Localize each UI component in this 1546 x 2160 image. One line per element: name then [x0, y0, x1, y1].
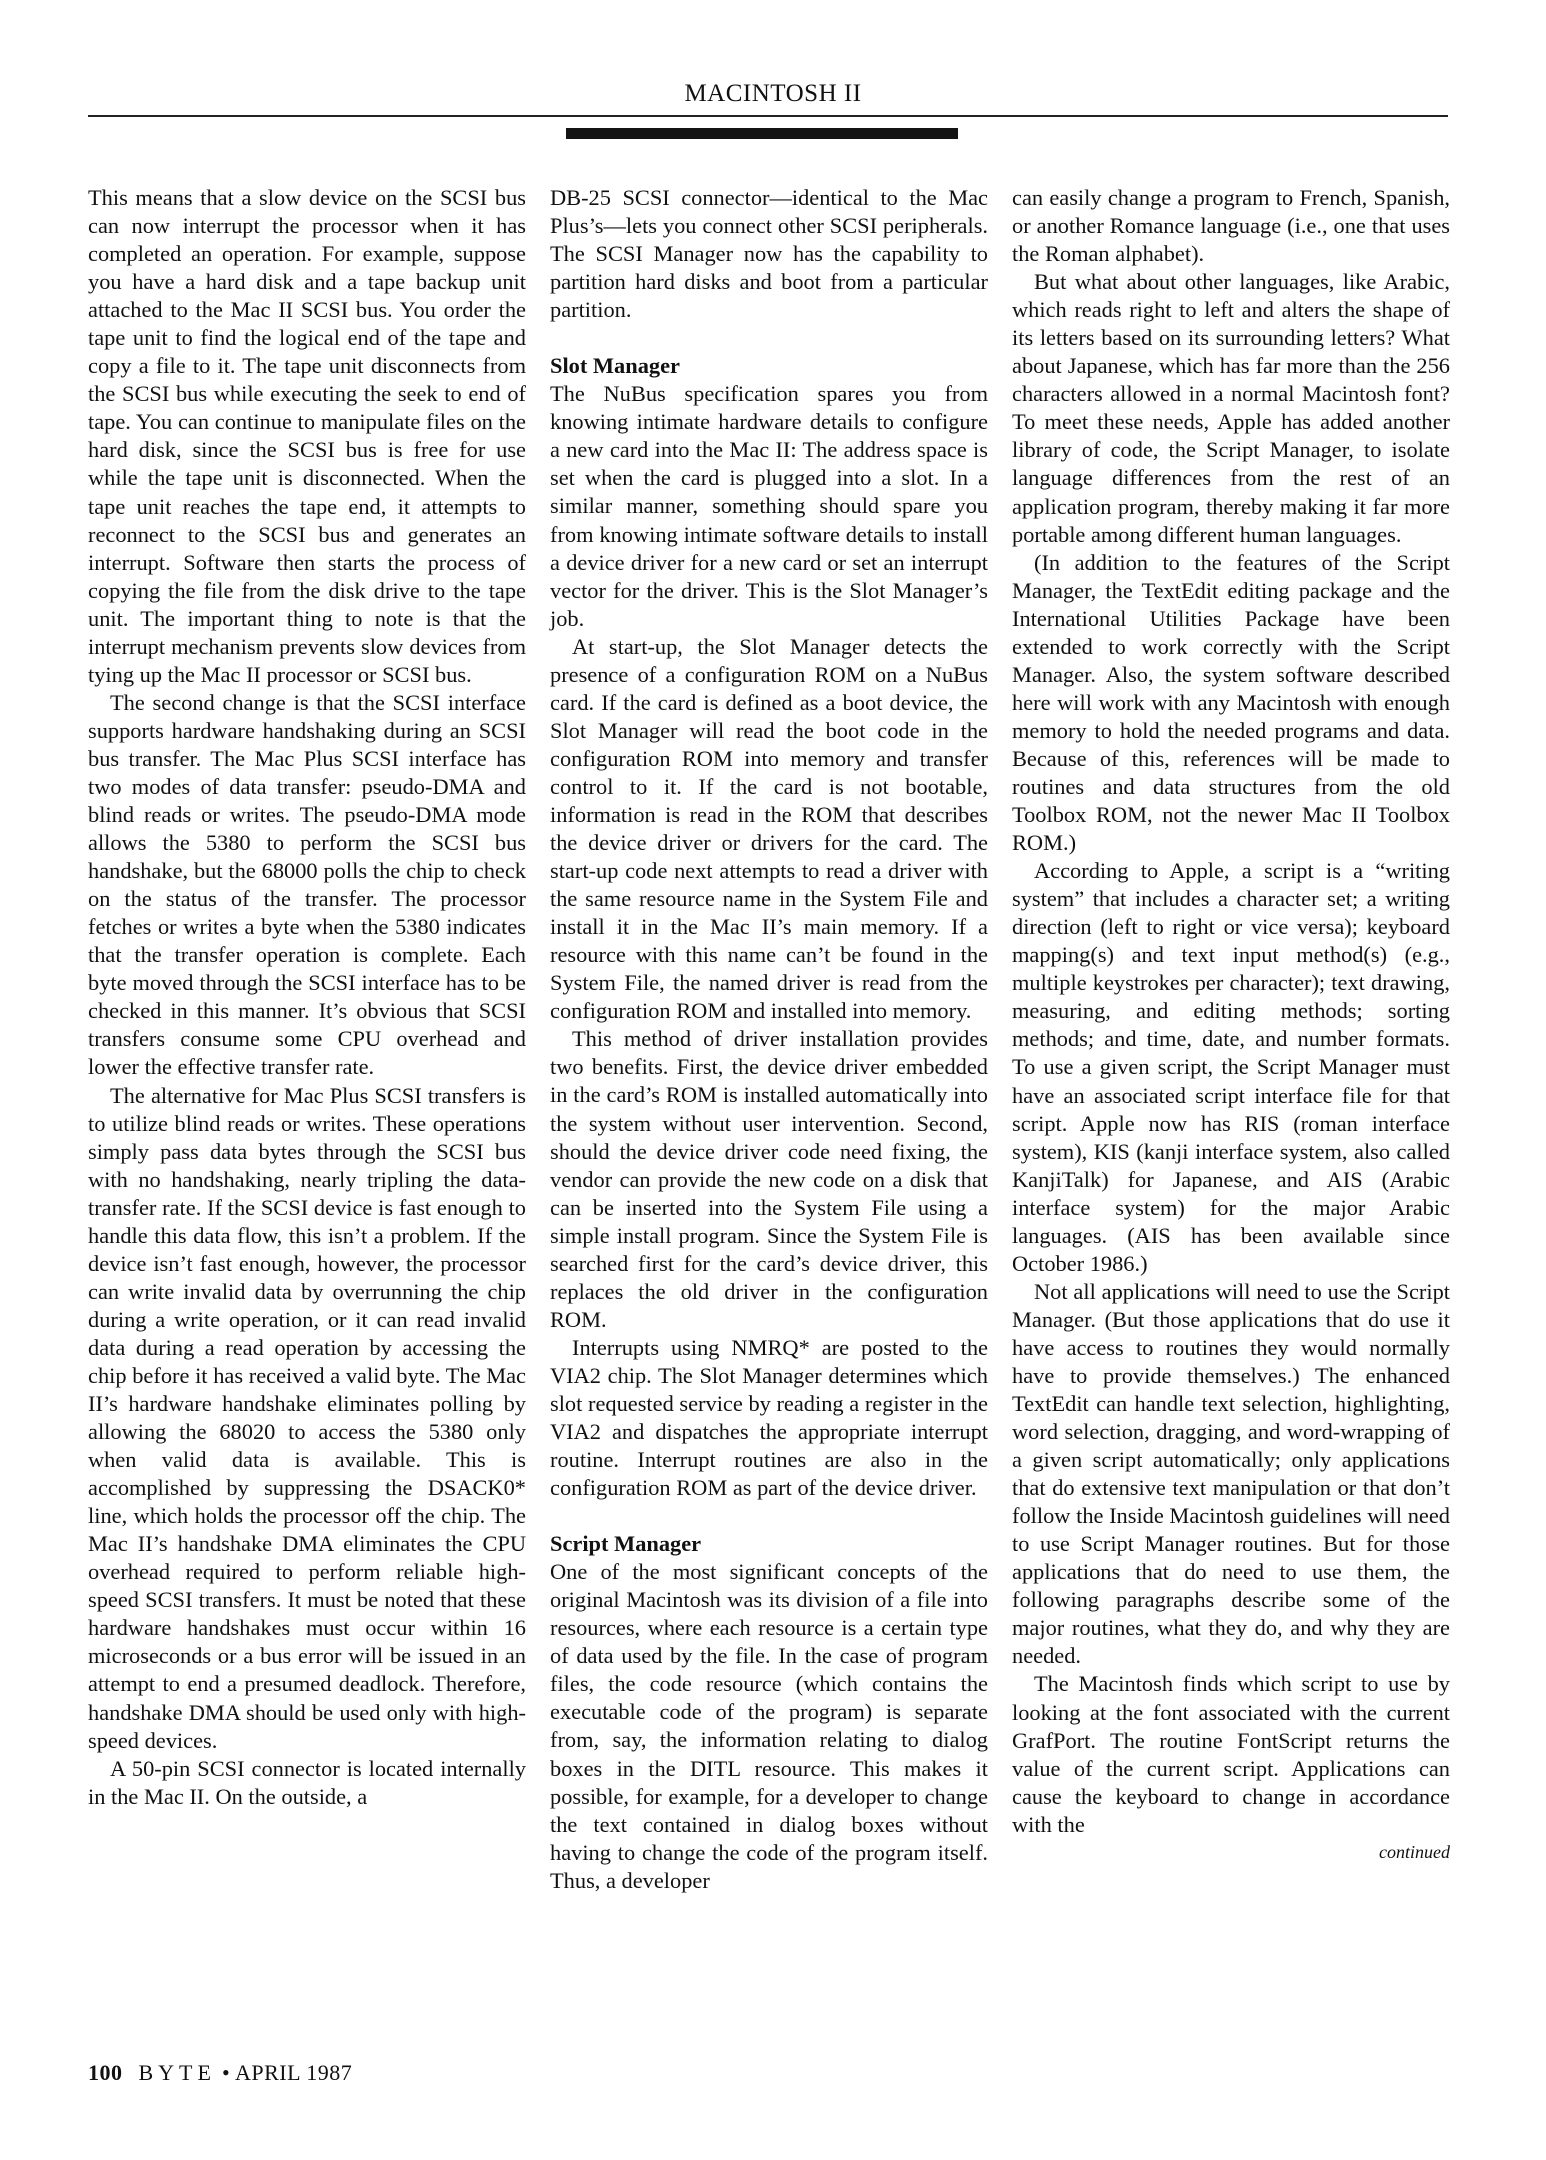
- page-footer: [88, 2060, 352, 2086]
- paragraph: According to Apple, a script is a “writing system” that includes a character set; a writing direction (left to right or vice versa); keyboard mapping(s) and text input method(s) (e.g., multiple keystrokes per character); text drawing, measuring, and editing methods; sorting methods; and time, date, and number formats. To use a given script, the Script Manager must have an associated script interface file for that script. Apple now has RIS (roman interface system), KIS (kanji interface system, also called KanjiTalk) for Japanese, and AIS (Arabic interface system) for the major Arabic languages. (AIS has been available since October 1986.): [1012, 858, 1450, 1276]
- section-heading: Slot Manager: [550, 353, 680, 379]
- paragraph: The NuBus specification spares you from knowing intimate hardware details to configure a new card into the Mac II: The address space is set when the card is plugged into a slot. In a similar manner, something should spare you from knowing intimate software details to install a device driver for a new card or set an interrupt vector for the driver. This is the Slot Manager’s job.: [550, 381, 988, 631]
- column-2: [550, 184, 988, 1895]
- running-head: MACINTOSH II: [684, 80, 862, 107]
- paragraph: But what about other languages, like Arabic, which reads right to left and alters the shape of its letters based on its surrounding letters? What about Japanese, which has far more than the 256 characters allowed in a normal Macintosh font? To meet these needs, Apple has added another library of code, the Script Manager, to isolate language differences from the rest of an application program, thereby making it far more portable among different human languages.: [1012, 269, 1450, 547]
- magazine-name: BYTE: [138, 2060, 216, 2085]
- paragraph: The second change is that the SCSI interface supports hardware handshaking during an SCSI bus transfer. The Mac Plus SCSI interface has two modes of data transfer: pseudo-DMA and blind reads or writes. The pseudo-DMA mode allows the 5380 to perform the SCSI bus handshake, but the 68000 polls the chip to check on the status of the transfer. The processor fetches or writes a byte when the 5380 indicates that the transfer operation is complete. Each byte moved through the SCSI interface has to be checked in this manner. It’s obvious that SCSI transfers consume some CPU overhead and lower the effective transfer rate.: [88, 689, 526, 1080]
- paragraph: This method of driver installation provides two benefits. First, the device driver embedded in the card’s ROM is installed automatically into the system without user intervention. Second, should the device driver code need fixing, the vendor can provide the new code on a disk that can be inserted into the System File using a simple install program. Since the System File is searched first for the card’s device driver, this replaces the old driver in the configuration ROM.: [550, 1026, 988, 1332]
- issue-date: APRIL 1987: [234, 2060, 353, 2085]
- paragraph: Interrupts using NMRQ* are posted to the VIA2 chip. The Slot Manager determines which slot requested service by reading a register in the VIA2 and dispatches the appropriate interrupt routine. Interrupt routines are also in the configuration ROM as part of the device driver.: [550, 1334, 988, 1501]
- paragraph: At start-up, the Slot Manager detects the presence of a configuration ROM on a NuBus card. If the card is defined as a boot device, the Slot Manager will read the boot code in the configuration ROM into memory and transfer control to it. If the card is not bootable, information is read in the ROM that describes the device driver or drivers for the card. The start-up code next attempts to read a driver with the same resource name in the System File and install it in the Mac II’s main memory. If a resource with this name can’t be found in the System File, the named driver is read from the configuration ROM and installed into memory.: [550, 633, 988, 1024]
- footer-separator: •: [221, 2060, 231, 2085]
- header-bar: [566, 128, 958, 139]
- column-3: [1012, 184, 1450, 1865]
- paragraph: Not all applications will need to use the Script Manager. (But those applications that do use it have access to routines they would normally have to provide themselves.) The enhanced TextEdit can handle text selection, highlighting, word selection, dragging, and word-wrapping of a given script automatically; only applications that do extensive text manipulation or that don’t follow the Inside Macintosh guidelines will need to use Script Manager routines. But for those applications that do need to use them, the following paragraphs describe some of the major routines, what they do, and why they are needed.: [1012, 1278, 1450, 1669]
- section-heading: Script Manager: [550, 1531, 702, 1557]
- paragraph: A 50-pin SCSI connector is located internally in the Mac II. On the outside, a: [88, 1755, 526, 1809]
- paragraph: (In addition to the features of the Script Manager, the TextEdit editing package and the International Utilities Package have been extended to work correctly with the Script Manager. Also, the system software described here will work with any Macintosh with enough memory to hold the needed programs and data. Because of this, references will be made to routines and data structures from the old Toolbox ROM, not the newer Mac II Toolbox ROM.): [1012, 549, 1450, 856]
- page-number: 100: [88, 2060, 123, 2085]
- paragraph: The alternative for Mac Plus SCSI transfers is to utilize blind reads or writes. These operations simply pass data bytes through the SCSI bus with no handshaking, nearly tripling the data-transfer rate. If the SCSI device is fast enough to handle this data flow, this isn’t a problem. If the device isn’t fast enough, however, the processor can write invalid data by overrunning the chip during a write operation, or it can read invalid data during a read operation by accessing the chip before it has received a valid byte. The Mac II’s hardware handshake eliminates polling by allowing the 68020 to access the 5380 only when valid data is available. This is accomplished by suppressing the DSACK0* line, which holds the processor off the chip. The Mac II’s handshake DMA eliminates the CPU overhead required to perform reliable high-speed SCSI transfers. It must be noted that these hardware handshakes must occur within 16 microseconds or a bus error will be issued in an attempt to end a presumed deadlock. Therefore, handshake DMA should be used only with high-speed devices.: [88, 1082, 526, 1753]
- column-1: [88, 184, 526, 1811]
- paragraph: This means that a slow device on the SCSI bus can now interrupt the processor when it has completed an operation. For example, suppose you have a hard disk and a tape backup unit attached to the Mac II SCSI bus. You order the tape unit to find the logical end of the tape and copy a file to it. The tape unit disconnects from the SCSI bus while executing the seek to end of tape. You can continue to manipulate files on the hard disk, since the SCSI bus is free for use while the tape unit is disconnected. When the tape unit reaches the tape end, it attempts to reconnect to the SCSI bus and generates an interrupt. Software then starts the process of copying the file from the disk drive to the tape unit. The important thing to note is that the interrupt mechanism prevents slow devices from tying up the Mac II processor or SCSI bus.: [88, 185, 526, 687]
- section-gap: [550, 1502, 988, 1530]
- paragraph: can easily change a program to French, Spanish, or another Romance language (i.e., one that uses the Roman alphabet).: [1012, 185, 1450, 267]
- paragraph: The Macintosh finds which script to use by looking at the font associated with the current GrafPort. The routine FontScript returns the value of the current script. Applications can cause the keyboard to change in accordance with the: [1012, 1671, 1450, 1837]
- paragraph: DB-25 SCSI connector—identical to the Mac Plus’s—lets you connect other SCSI peripherals. The SCSI Manager now has the capability to partition hard disks and boot from a particular partition.: [550, 185, 988, 323]
- continued-label: continued: [1379, 1841, 1450, 1862]
- paragraph: One of the most significant concepts of the original Macintosh was its division of a file into resources, where each resource is a certain type of data used by the file. In the case of program files, the code resource (which contains the executable code of the program) is separate from, say, the information relating to dialog boxes in the DITL resource. This makes it possible, for example, for a developer to change the text contained in dialog boxes without having to change the code of the program itself. Thus, a developer: [550, 1559, 988, 1893]
- header-rule: [88, 115, 1448, 117]
- section-gap: [550, 324, 988, 352]
